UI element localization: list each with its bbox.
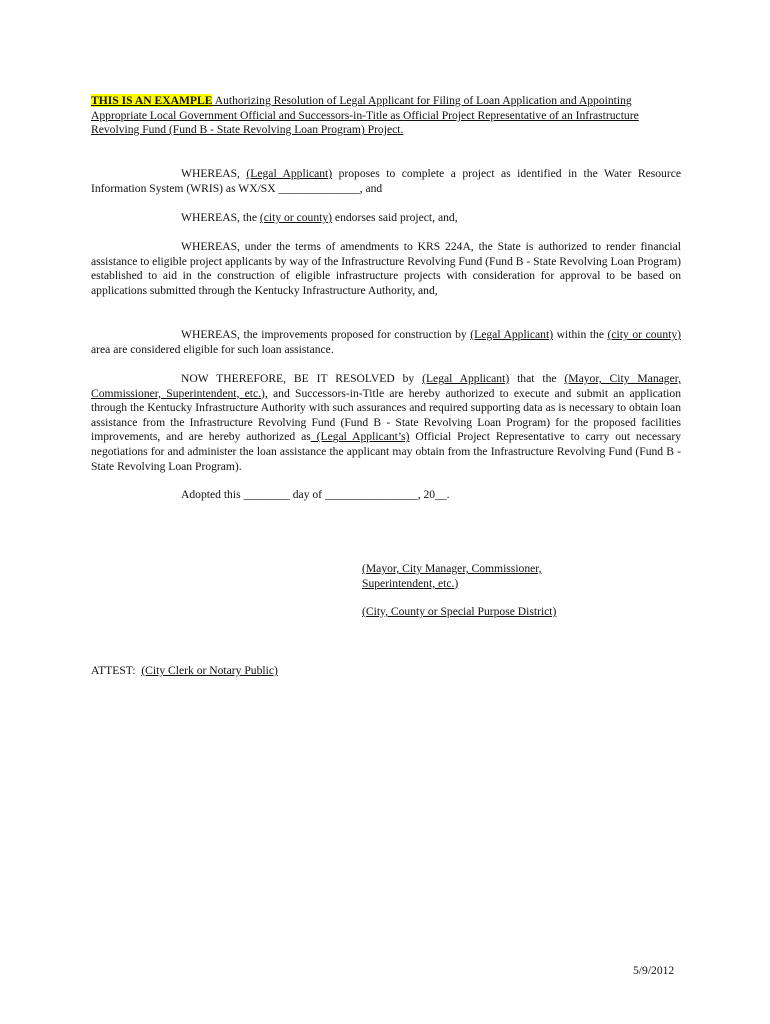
legal-applicant-placeholder: (Legal Applicant) xyxy=(422,372,510,385)
whereas-paragraph-1 xyxy=(91,167,681,196)
p5-text-b: that the xyxy=(509,372,565,385)
p3-text-a: WHEREAS, under the terms of amendments to KRS 224A, the State is authorized to render financial assistance to eligible project applicants by way of the Infrastructure Revolving Fund (Fund B - State Revolving Loan Program) established to aid in the construction of eligible infrastructure projects with consideration for approval to be based on applications submitted through the Kentucky Infrastructure Authority, and, xyxy=(91,240,681,297)
whereas-paragraph-2 xyxy=(91,211,681,226)
signature-jurisdiction: (City, County or Special Purpose District) xyxy=(362,605,557,618)
attest-placeholder: (City Clerk or Notary Public) xyxy=(141,664,278,677)
legal-applicant-placeholder: (Legal Applicant) xyxy=(246,167,333,180)
official-title-placeholder: (Mayor, City Manager, Commissioner, Superintendent, etc.), xyxy=(91,372,682,400)
p5-text-d: Official Project Representative to carry out necessary negotiations for and administer the loan assistance the applicant may obtain from the Infrastructure Revolving Fund (Fund B - State Revolving Loan Program). xyxy=(91,430,681,473)
city-or-county-placeholder: (city or county) xyxy=(607,328,681,341)
p5-text-a: NOW THEREFORE, BE IT RESOLVED by xyxy=(181,372,423,385)
whereas-paragraph-4 xyxy=(91,328,681,357)
title-text: Authorizing Resolution of Legal Applicant for Filing of Loan Application and Appointing Appropriate Local Government Official and Successors-in-Title as Official Project Representative of an Infrastructure Revolving Fund (Fund B - State Revolving Loan Program) Project. xyxy=(91,94,639,137)
p2-text-b: endorses said project, and, xyxy=(332,211,458,224)
p4-text-a: WHEREAS, the improvements proposed for construction by xyxy=(181,328,471,341)
adopted-line xyxy=(91,488,681,503)
signature-official-title: (Mayor, City Manager, Commissioner, Superintendent, etc.) xyxy=(362,562,542,590)
footer-date: 5/9/2012 xyxy=(633,964,675,977)
whereas-paragraph-3 xyxy=(91,240,681,298)
resolution-title xyxy=(91,94,681,138)
attest-label: ATTEST: xyxy=(91,664,142,677)
p5-text-c: and Successors-in-Title are hereby authorized to execute and submit an application through the Kentucky Infrastructure Authority with such assurances and required supporting data as is necessary to obtain loan assistance from the Infrastructure Revolving Fund (Fund B - State Revolving Loan Program) for the proposed facilities improvements, and are hereby authorized as xyxy=(91,386,681,444)
p4-text-c: area are considered eligible for such loan assistance. xyxy=(91,342,334,356)
adopted-text: Adopted this ________ day of ________________, 20__. xyxy=(181,488,450,501)
city-or-county-placeholder: (city or county) xyxy=(259,211,333,224)
example-highlight: THIS IS AN EXAMPLE xyxy=(91,94,213,107)
legal-applicant-placeholder: (Legal Applicant) xyxy=(470,328,554,341)
p1-text-b: proposes to complete a project as identified in the Water Resource Information System (WRIS) as WX/SX ______________, and xyxy=(91,167,681,195)
p1-text-a: WHEREAS, xyxy=(181,167,247,180)
p4-text-b: within the xyxy=(553,328,608,341)
legal-applicant-possessive-placeholder: (Legal Applicant’s) xyxy=(310,430,410,444)
resolved-paragraph xyxy=(91,372,681,474)
p2-text-a: WHEREAS, the xyxy=(181,211,260,224)
attest-line xyxy=(91,664,278,679)
